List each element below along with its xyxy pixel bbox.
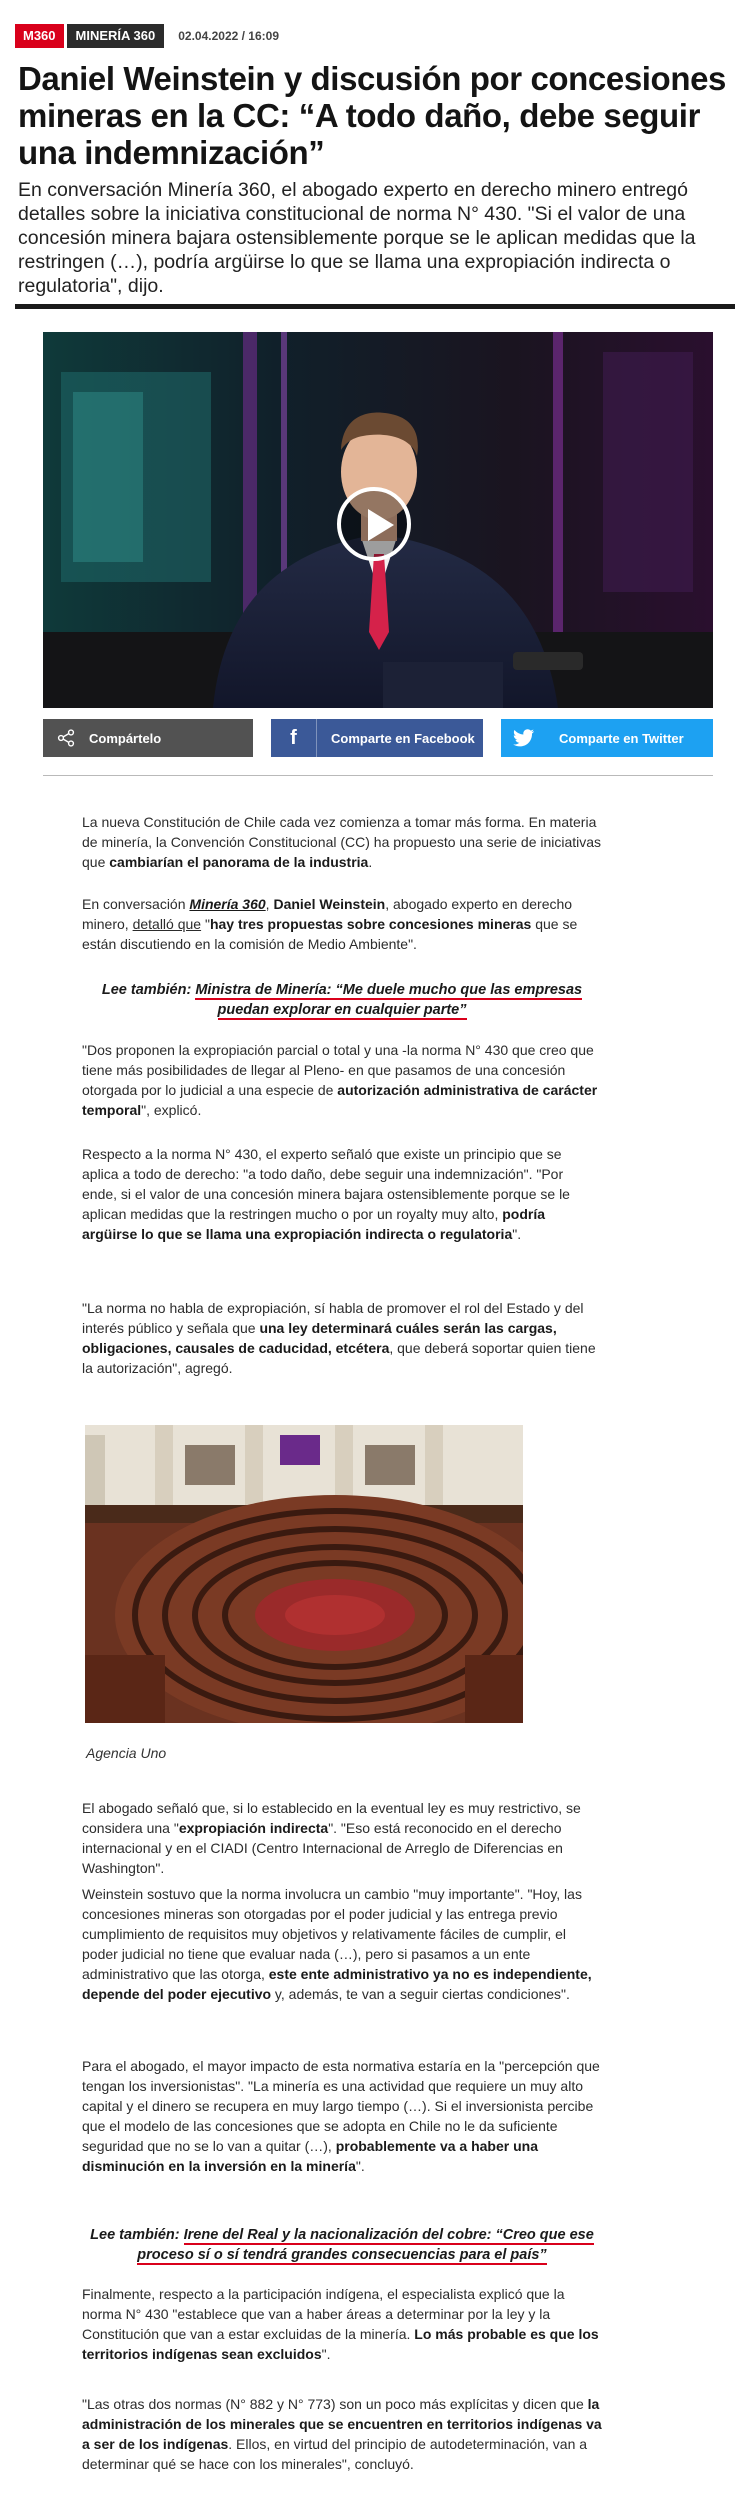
text-bold: hay tres propuestas sobre concesiones mineras [209, 916, 532, 932]
text-run: , abogado experto en derecho minero, [82, 896, 573, 932]
twitter-share-label: Comparte en Twitter [559, 730, 684, 746]
article-headline: Daniel Weinstein y discusión por concesiones mineras en la CC: “A todo daño, debe seguir una indemnización” [18, 60, 726, 171]
text-run: , [265, 896, 274, 912]
text-run: Weinstein sostuvo que la norma involucra un cambio "muy importante". "Hoy, las concesiones mineras son otorgadas por el poder judicial y las entrega previo cumplimiento de requisitos muy objetivos y relativamente fáciles de cumplir, el poder judicial no tiene que evaluar nada (…), pero si pasamos a un ente administrativo que las otorga, [82, 1886, 582, 1982]
share-bar [43, 719, 713, 757]
minera360-link[interactable]: Minería 360 [189, 896, 266, 912]
twitter-share-button[interactable] [501, 719, 713, 757]
text-run: que se están discutiendo en la comisión de Medio Ambiente". [82, 916, 578, 952]
text-run: "Dos proponen la expropiación parcial o total y una -la norma N° 430 que creo que tiene más posibilidades de llegar al Pleno- en que pasamos de una concesión otorgada por lo judicial a una especie de [82, 1042, 594, 1098]
text-bold: podría argüirse lo que se llama una expropiación indirecta o regulatoria [82, 1206, 546, 1242]
text-run: En conversación [82, 896, 190, 912]
text-run: Para el abogado, el mayor impacto de esta normativa estaría en la "percepción que tengan los inversionistas". "La minería es una actividad que requiere un muy alto capital y el dinero se recupera en muy largo tiempo (…). Si el inversionista percibe que el modelo de las concesiones que se adopta en Chile no le da suficiente seguridad que no se lo van a quitar (…), [82, 2058, 600, 2154]
text-run: ". "Eso está reconocido en el derecho internacional y en el CIADI (Centro Internacional de Arreglo de Diferencias en Washington". [82, 1820, 563, 1876]
article-lead: En conversación Minería 360, el abogado experto en derecho minero entregó detalles sobre la iniciativa constitucional de norma N° 430. "Si el valor de una concesión minera bajara ostensiblemente porque se le aplican medidas que la restringen (…), podría argüirse lo que se llama una expropiación indirecta o regulatoria", dijo. [18, 179, 696, 297]
text-run: ", explicó. [141, 1102, 202, 1118]
text-run: Finalmente, respecto a la participación indígena, el especialista explicó que la norma N° 430 "establece que van a haber áreas a determinar por la ley y la Constitución que van a estar excluidas de la minería. [82, 2286, 565, 2342]
text-run: ". [512, 1226, 522, 1242]
body-paragraph-9 [82, 2284, 602, 2364]
share-icon [43, 719, 89, 757]
text-run: ". [355, 2158, 365, 2174]
text-bold: la administración de los minerales que se encuentren en territorios indígenas va a ser de los indígenas [82, 2396, 602, 2452]
related-link-2[interactable]: Irene del Real y la nacionalización del cobre: “Creo que ese proceso sí o sí tendrá grandes consecuencias para el país” [137, 2227, 594, 2263]
detail-link[interactable]: detalló que [132, 916, 202, 932]
play-icon[interactable] [337, 487, 411, 561]
facebook-share-label: Comparte en Facebook [331, 730, 475, 746]
related-link-1[interactable]: Ministra de Minería: “Me duele mucho que las empresas puedan explorar en cualquier parte” [195, 982, 583, 1018]
text-bold: una ley determinará cuáles serán las cargas, obligaciones, causales de caducidad, etcétera [82, 1320, 557, 1356]
section-badge[interactable]: MINERÍA 360 [67, 24, 165, 48]
text-run: La nueva Constitución de Chile cada vez comienza a tomar más forma. En materia de minería, la Convención Constitucional (CC) ha propuesto una serie de iniciativas que [82, 814, 602, 870]
brand-badge[interactable]: M360 [15, 24, 64, 48]
body-paragraph-10 [82, 2394, 602, 2474]
facebook-icon: f [271, 719, 317, 757]
publish-date: 02.04.2022 / 16:09 [178, 29, 280, 43]
body-paragraph-2 [82, 894, 602, 954]
related-article-2 [82, 2225, 602, 2265]
chamber-photo [85, 1425, 523, 1723]
body-paragraph-6 [82, 1798, 602, 1878]
share-button[interactable] [43, 719, 253, 757]
text-bold: probablemente va a haber una disminución en la inversión en la minería [82, 2138, 538, 2174]
text-bold: este ente administrativo ya no es independiente, depende del poder ejecutivo [82, 1966, 592, 2002]
person-name: Daniel Weinstein [273, 896, 386, 912]
text-bold: autorización administrativa de carácter temporal [82, 1082, 598, 1118]
text-run: "Las otras dos normas (N° 882 y N° 773) son un poco más explícitas y dicen que [82, 2396, 588, 2412]
text-bold: Lo más probable es que los territorios indígenas sean excluidos [82, 2326, 599, 2362]
text-bold: cambiarían el panorama de la industria [109, 854, 369, 870]
body-paragraph-5 [82, 1298, 602, 1378]
text-run: "La norma no habla de expropiación, sí habla de promover el rol del Estado y del interés público y señala que [82, 1300, 584, 1336]
body-paragraph-4 [82, 1144, 602, 1244]
text-run: Respecto a la norma N° 430, el experto señaló que existe un principio que se aplica a todo de derecho: "a todo daño, debe seguir una indemnización". "Por ende, si el valor de una concesión minera bajara ostensiblemente porque se le aplican medidas que la restringen mucho o por un royalty muy alto, [82, 1146, 570, 1222]
share-button-label: Compártelo [89, 730, 162, 746]
text-run: , que deberá soportar quien tiene la autorización", agregó. [82, 1340, 596, 1376]
text-run: y, además, te van a seguir ciertas condiciones". [271, 1986, 570, 2002]
body-paragraph-8 [82, 2056, 602, 2176]
text-run: ". [321, 2346, 331, 2362]
text-run: " [201, 916, 210, 932]
text-run: . [368, 854, 373, 870]
photo-caption: Agencia Uno [86, 1745, 167, 1761]
header-divider [15, 304, 735, 309]
twitter-icon [501, 719, 547, 757]
article-meta [15, 24, 279, 48]
related-prefix: Lee también: [101, 982, 196, 998]
share-divider [43, 775, 713, 776]
text-run: El abogado señaló que, si lo establecido en la eventual ley es muy restrictivo, se considera una " [82, 1800, 581, 1836]
body-paragraph-7 [82, 1884, 602, 2004]
body-paragraph-1 [82, 812, 602, 872]
related-article-1 [82, 980, 602, 1020]
body-paragraph-3 [82, 1040, 602, 1120]
text-bold: expropiación indirecta [178, 1820, 329, 1836]
facebook-share-button[interactable] [271, 719, 483, 757]
text-run: . Ellos, en virtud del principio de autodeterminación, van a determinar qué se hace con los minerales", concluyó. [82, 2436, 588, 2472]
chamber-illustration [85, 1425, 523, 1723]
related-prefix: Lee también: [90, 2227, 184, 2243]
